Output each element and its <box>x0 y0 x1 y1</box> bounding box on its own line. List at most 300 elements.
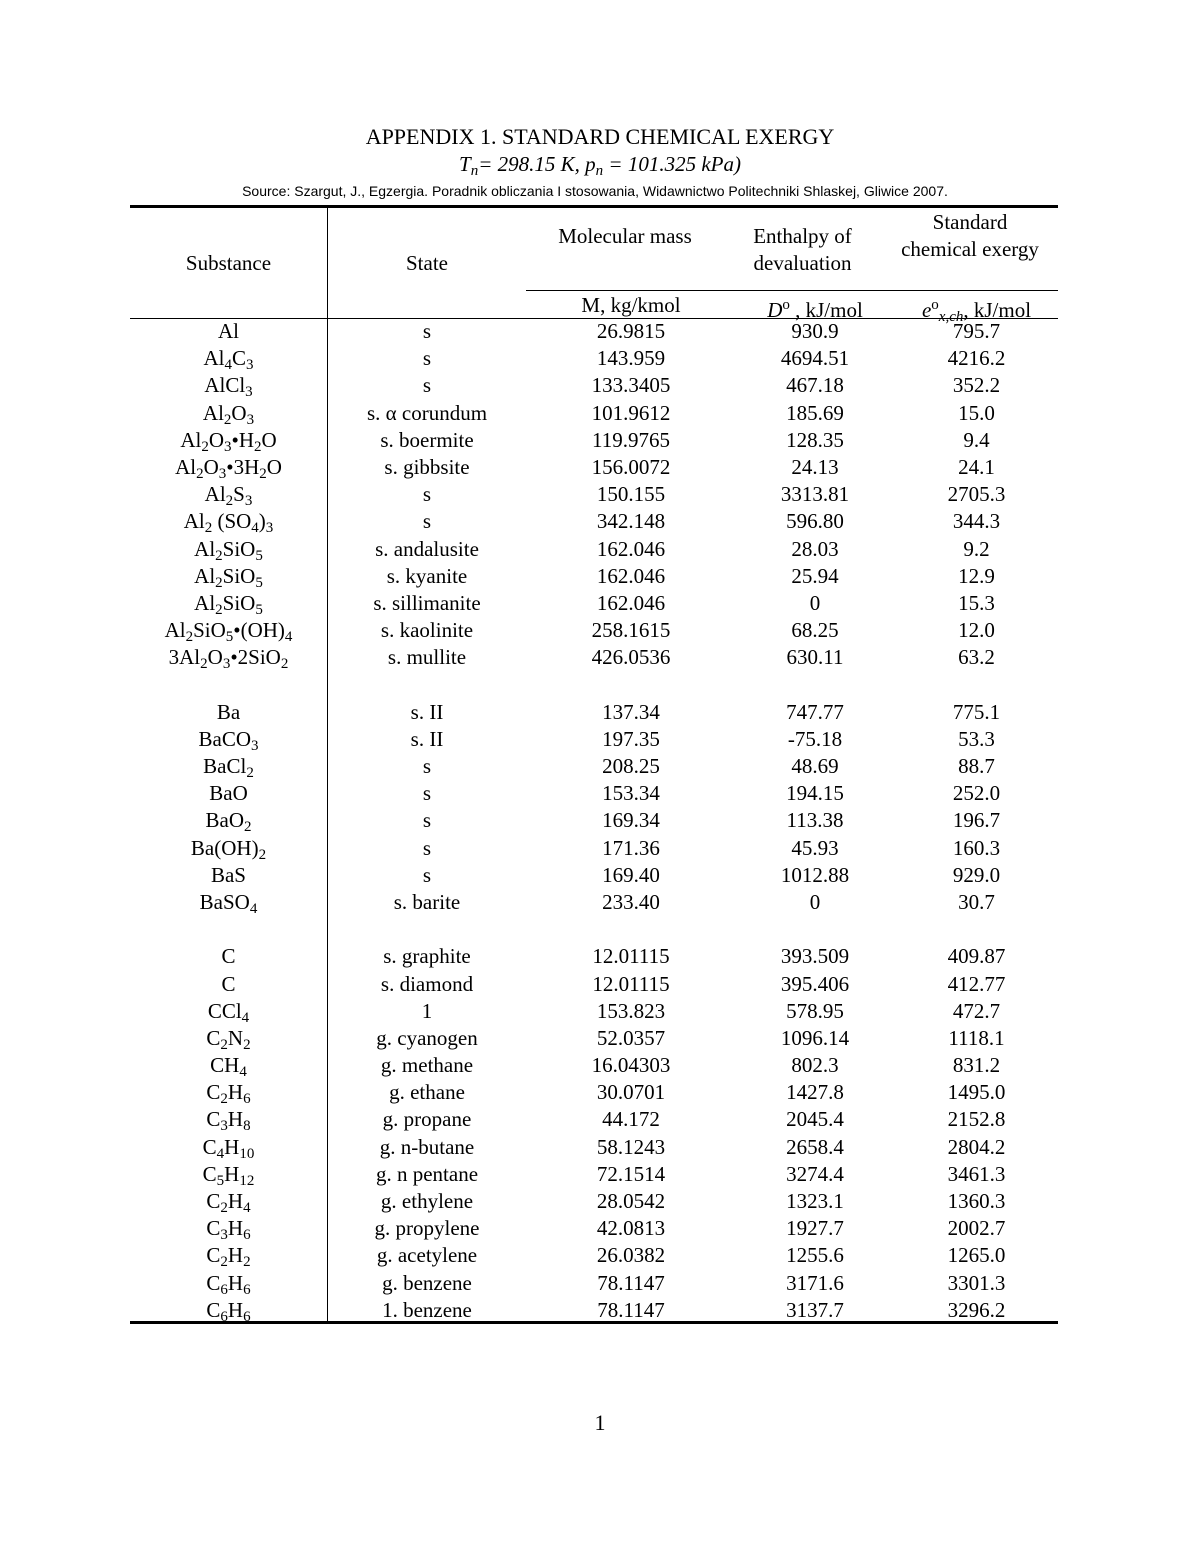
formula-part: SiO <box>193 618 226 643</box>
formula-subscript: 2 <box>220 1036 228 1053</box>
cell-substance <box>130 889 327 916</box>
cell-substance <box>130 1242 327 1269</box>
formula-part: H <box>227 1080 244 1105</box>
table-row <box>130 617 1058 644</box>
cell-enthalpy: 802.3 <box>791 1053 839 1078</box>
cell-substance <box>130 943 327 970</box>
cell-substance <box>130 318 327 345</box>
formula-subscript: 4 <box>249 900 258 917</box>
cell-molecular-mass: 208.25 <box>602 754 660 778</box>
cell-state: s <box>422 319 432 343</box>
header-state: State <box>406 251 448 275</box>
cell-substance <box>130 1025 327 1052</box>
cell-molecular-mass: 101.9612 <box>591 400 671 425</box>
cell-exergy: 53.3 <box>958 726 995 751</box>
formula-part: C <box>206 1243 221 1268</box>
table-row <box>130 943 1058 970</box>
formula-part: BaCO <box>198 726 251 751</box>
cell-substance <box>130 726 327 753</box>
cell-substance <box>130 563 327 590</box>
table-row <box>130 454 1058 481</box>
cell-state: s. sillimanite <box>373 590 481 615</box>
formula-part: CH <box>210 1053 240 1078</box>
cell-enthalpy: 25.94 <box>791 563 839 588</box>
cell-state: 1. benzene <box>382 1297 472 1322</box>
cell-enthalpy: 1927.7 <box>786 1216 844 1241</box>
units-rule <box>526 290 1058 291</box>
formula-subscript: 2 <box>220 1200 228 1216</box>
cell-exergy: 412.77 <box>947 971 1006 996</box>
cell-exergy: 2152.8 <box>947 1107 1006 1132</box>
cell-molecular-mass: 119.9765 <box>592 427 670 452</box>
cell-state: s. barite <box>393 889 461 914</box>
formula-part: H <box>227 1297 244 1322</box>
cell-exergy: 1118.1 <box>948 1025 1005 1050</box>
cell-enthalpy: 0 <box>809 889 821 914</box>
cell-state: g. cyanogen <box>376 1025 478 1050</box>
cell-enthalpy: 1427.8 <box>786 1080 844 1105</box>
exergy-symbol: e <box>921 298 932 322</box>
formula-part: C <box>206 1107 221 1132</box>
formula-subscript: 3 <box>222 656 231 673</box>
cell-state: g. acetylene <box>376 1243 478 1268</box>
formula-subscript: 2 <box>243 1036 251 1053</box>
cell-exergy: 3461.3 <box>947 1161 1006 1186</box>
formula-subscript: 2 <box>220 1254 228 1271</box>
pressure-subscript: n <box>595 163 604 179</box>
cell-state: s. kaolinite <box>380 618 474 643</box>
cell-exergy: 15.3 <box>958 590 995 615</box>
cell-molecular-mass: 26.0382 <box>596 1243 666 1268</box>
cell-enthalpy: 0 <box>809 590 821 615</box>
formula-subscript: 5 <box>216 1172 225 1189</box>
cell-state: g. propane <box>382 1107 472 1132</box>
formula-part: Al <box>164 618 186 643</box>
cell-state: s. α corundum <box>366 400 488 425</box>
cell-molecular-mass: 78.1147 <box>597 1297 665 1322</box>
cell-substance <box>130 1079 327 1106</box>
cell-substance <box>130 780 327 807</box>
enthalpy-symbol: D <box>767 298 783 322</box>
exergy-superscript: o <box>931 297 939 313</box>
table-row <box>130 1270 1058 1297</box>
cell-enthalpy: 2045.4 <box>786 1107 844 1132</box>
cell-substance <box>130 345 327 372</box>
cell-state: s. kyanite <box>386 563 468 588</box>
cell-exergy: 30.7 <box>958 889 995 914</box>
temperature-symbol: T <box>459 152 471 176</box>
cell-enthalpy: 395.406 <box>780 971 850 996</box>
table-row <box>130 400 1058 427</box>
cell-enthalpy: 578.95 <box>786 998 844 1023</box>
cell-state: g. n-butane <box>379 1134 475 1159</box>
cell-enthalpy: 596.80 <box>786 509 844 534</box>
cell-substance <box>130 835 327 862</box>
formula-part: N <box>227 1025 244 1050</box>
cell-molecular-mass: 150.155 <box>596 482 666 507</box>
formula-part: H <box>227 1270 244 1295</box>
formula-subscript: 6 <box>243 1308 251 1325</box>
cell-substance <box>130 998 327 1025</box>
cell-state: g. ethane <box>389 1080 465 1105</box>
formula-part: C <box>202 1134 217 1159</box>
formula-subscript: 2 <box>243 1254 251 1271</box>
formula-subscript: 3 <box>220 1118 228 1135</box>
formula-subscript: 6 <box>243 1281 251 1298</box>
cell-exergy: 1360.3 <box>947 1189 1006 1213</box>
table-row <box>130 1052 1058 1079</box>
cell-enthalpy: 930.9 <box>791 319 839 343</box>
formula-subscript: 5 <box>255 574 263 591</box>
header-substance: Substance <box>185 251 272 275</box>
formula-part: •H <box>231 427 255 452</box>
table-row <box>130 644 1058 671</box>
cell-substance <box>130 1215 327 1242</box>
cell-substance <box>130 508 327 535</box>
cell-molecular-mass: 156.0072 <box>591 454 671 479</box>
cell-exergy: 88.7 <box>958 754 995 778</box>
table-row <box>130 971 1058 998</box>
cell-state: s <box>422 509 432 534</box>
formula-part: O <box>208 427 224 452</box>
cell-molecular-mass: 137.34 <box>602 699 660 724</box>
formula-part: Al <box>204 482 226 507</box>
cell-exergy: 196.7 <box>952 808 1001 833</box>
formula-part: H <box>224 1161 240 1186</box>
cell-exergy: 160.3 <box>952 835 1001 860</box>
formula-part: Al <box>202 400 224 425</box>
table-row <box>130 889 1058 916</box>
cell-exergy: 352.2 <box>952 373 1001 398</box>
formula-part: C <box>206 1189 221 1213</box>
cell-state: s <box>422 808 432 833</box>
formula-subscript: 2 <box>225 493 234 510</box>
group-spacer <box>130 671 1058 698</box>
formula-part: H <box>227 1216 244 1241</box>
formula-part: •3H <box>226 454 260 479</box>
cell-substance <box>130 536 327 563</box>
formula-part: H <box>227 1189 244 1213</box>
cell-molecular-mass: 169.34 <box>602 808 660 833</box>
formula-part: BaO <box>209 781 248 806</box>
cell-enthalpy: 3313.81 <box>780 482 850 507</box>
table-row <box>130 481 1058 508</box>
cell-enthalpy: 113.38 <box>786 808 844 833</box>
cell-enthalpy: 48.69 <box>791 754 839 778</box>
cell-molecular-mass: 44.172 <box>602 1107 660 1132</box>
formula-part: Al <box>180 427 202 452</box>
cell-exergy: 15.0 <box>958 400 995 425</box>
cell-state: s. II <box>410 726 444 751</box>
formula-part: O <box>207 645 223 670</box>
cell-substance <box>130 1161 327 1188</box>
cell-enthalpy: 4694.51 <box>780 346 850 371</box>
cell-molecular-mass: 162.046 <box>596 536 666 561</box>
cell-molecular-mass: 72.1514 <box>596 1161 666 1186</box>
cell-exergy: 63.2 <box>958 645 995 670</box>
cell-exergy: 24.1 <box>958 454 995 479</box>
cell-exergy: 929.0 <box>952 862 1001 887</box>
cell-enthalpy: 24.13 <box>791 454 839 479</box>
table-row <box>130 1025 1058 1052</box>
source-citation: Source: Szargut, J., Egzergia. Poradnik obliczania I stosowania, Widawnictwo Politechniki Shlaskej, Gliwice 2007. <box>242 183 948 199</box>
formula-part: O <box>266 454 282 479</box>
cell-substance <box>130 400 327 427</box>
table-row <box>130 1188 1058 1215</box>
formula-part: Al <box>194 563 216 588</box>
reference-conditions <box>0 152 1200 177</box>
cell-substance <box>130 1052 327 1079</box>
cell-molecular-mass: 169.40 <box>602 862 660 887</box>
cell-state: s. graphite <box>383 944 471 969</box>
cell-substance <box>130 372 327 399</box>
table-row <box>130 1161 1058 1188</box>
formula-subscript: 2 <box>215 574 223 591</box>
group-spacer <box>130 916 1058 943</box>
formula-subscript: 4 <box>239 1064 247 1081</box>
formula-part: Al <box>175 454 197 479</box>
cell-enthalpy: 2658.4 <box>786 1134 844 1159</box>
formula-subscript: 5 <box>225 629 234 646</box>
table-row <box>130 998 1058 1025</box>
table-top-rule <box>130 205 1058 208</box>
cell-enthalpy: 68.25 <box>791 618 839 643</box>
cell-molecular-mass: 171.36 <box>602 835 660 860</box>
formula-subscript: 6 <box>243 1091 251 1108</box>
cell-enthalpy: 630.11 <box>786 645 844 670</box>
formula-subscript: 3 <box>223 438 232 455</box>
cell-molecular-mass: 12.01115 <box>592 971 670 996</box>
cell-enthalpy: 3137.7 <box>786 1297 844 1322</box>
formula-subscript: 4 <box>251 520 259 537</box>
table-row <box>130 1106 1058 1133</box>
table-row <box>130 372 1058 399</box>
table-row <box>130 807 1058 834</box>
cell-state: s <box>422 482 432 507</box>
header-molecular-mass: Molecular mass <box>558 224 692 248</box>
formula-subscript: 4 <box>241 1009 250 1026</box>
cell-exergy: 344.3 <box>952 509 1001 534</box>
cell-substance <box>130 862 327 889</box>
cell-enthalpy: 467.18 <box>786 373 844 398</box>
cell-enthalpy: 194.15 <box>786 781 844 806</box>
cell-exergy: 472.7 <box>952 998 1001 1023</box>
cell-state: g. n pentane <box>375 1161 479 1186</box>
formula-part: AlCl <box>204 373 246 398</box>
cell-substance <box>130 1106 327 1133</box>
formula-part: Al <box>218 319 239 343</box>
cell-molecular-mass: 233.40 <box>602 889 660 914</box>
cell-molecular-mass: 197.35 <box>602 726 660 751</box>
table-row <box>130 536 1058 563</box>
cell-substance <box>130 427 327 454</box>
cell-exergy: 9.2 <box>963 536 990 561</box>
cell-substance <box>130 481 327 508</box>
cell-exergy: 775.1 <box>952 699 1001 724</box>
formula-part: SiO <box>222 590 256 615</box>
formula-part: C <box>202 1161 217 1186</box>
formula-part: BaSO <box>199 889 250 914</box>
enthalpy-superscript: o <box>782 297 790 313</box>
cell-exergy: 2002.7 <box>947 1216 1006 1241</box>
table-row <box>130 1297 1058 1324</box>
cell-exergy: 9.4 <box>963 427 990 452</box>
cell-state: 1 <box>421 998 433 1023</box>
cell-state: s <box>422 373 432 398</box>
cell-substance <box>130 1297 327 1324</box>
formula-part: ) <box>258 509 266 534</box>
table-bottom-rule <box>130 1321 1058 1324</box>
formula-part: O <box>261 427 277 452</box>
table-row <box>130 590 1058 617</box>
table-row <box>130 699 1058 726</box>
table-row <box>130 1242 1058 1269</box>
formula-subscript: 2 <box>185 629 194 646</box>
table-row <box>130 345 1058 372</box>
formula-subscript: 2 <box>258 846 267 863</box>
formula-part: H <box>227 1243 244 1268</box>
cell-molecular-mass: 26.9815 <box>596 319 666 343</box>
cell-state: s <box>422 835 432 860</box>
cell-state: s. gibbsite <box>384 454 470 479</box>
cell-molecular-mass: 30.0701 <box>596 1080 666 1105</box>
cell-enthalpy: 185.69 <box>786 400 844 425</box>
cell-exergy: 831.2 <box>952 1053 1001 1078</box>
exergy-unit: , kJ/mol <box>963 298 1032 322</box>
formula-subscript: 3 <box>251 737 259 754</box>
cell-molecular-mass: 133.3405 <box>591 373 671 398</box>
cell-exergy: 252.0 <box>952 781 1001 806</box>
cell-molecular-mass: 52.0357 <box>596 1025 666 1050</box>
formula-subscript: 6 <box>220 1308 228 1325</box>
pressure-value: = 101.325 kPa) <box>603 152 741 176</box>
cell-substance <box>130 1270 327 1297</box>
cell-molecular-mass: 162.046 <box>596 590 666 615</box>
temperature-value: = 298.15 K, <box>478 152 586 176</box>
cell-state: s <box>422 754 432 778</box>
header-exergy: Standard chemical exergy <box>901 210 1039 261</box>
formula-subscript: 12 <box>239 1172 255 1189</box>
cell-substance <box>130 644 327 671</box>
formula-subscript: 2 <box>254 438 262 455</box>
header-enthalpy: Enthalpy of devaluation <box>753 224 852 275</box>
cell-exergy: 3301.3 <box>947 1270 1006 1295</box>
formula-part: O <box>203 454 219 479</box>
cell-molecular-mass: 28.0542 <box>596 1189 666 1213</box>
formula-part: BaS <box>210 862 246 887</box>
cell-exergy: 2804.2 <box>947 1134 1006 1159</box>
formula-part: Al <box>203 346 225 371</box>
table-row <box>130 753 1058 780</box>
formula-subscript: 6 <box>220 1281 228 1298</box>
cell-substance <box>130 753 327 780</box>
formula-subscript: 3 <box>246 357 254 374</box>
formula-subscript: 6 <box>243 1227 251 1244</box>
cell-enthalpy: 1323.1 <box>786 1189 844 1213</box>
formula-part: BaCl <box>203 754 247 778</box>
formula-subscript: 2 <box>246 765 254 781</box>
cell-molecular-mass: 58.1243 <box>596 1134 666 1159</box>
cell-state: g. methane <box>380 1053 474 1078</box>
formula-part: Al <box>194 536 216 561</box>
cell-enthalpy: -75.18 <box>787 726 843 751</box>
cell-substance <box>130 971 327 998</box>
cell-enthalpy: 3171.6 <box>786 1270 844 1295</box>
formula-subscript: 2 <box>280 656 289 673</box>
formula-part: C <box>231 346 246 371</box>
page-title: APPENDIX 1. STANDARD CHEMICAL EXERGY <box>365 124 835 149</box>
formula-part: 3Al <box>168 645 201 670</box>
formula-subscript: 5 <box>255 547 263 564</box>
formula-subscript: 4 <box>224 357 232 374</box>
table-row <box>130 508 1058 535</box>
formula-subscript: 2 <box>215 547 223 564</box>
formula-part: Al <box>183 509 205 534</box>
formula-part: C <box>206 1297 221 1322</box>
cell-molecular-mass: 258.1615 <box>591 618 671 643</box>
cell-molecular-mass: 78.1147 <box>597 1270 665 1295</box>
formula-part: C <box>206 1080 221 1105</box>
table-body <box>130 318 1058 1324</box>
cell-enthalpy: 393.509 <box>780 944 850 969</box>
cell-state: s <box>422 781 432 806</box>
unit-molecular-mass: M, kg/kmol <box>581 293 681 317</box>
formula-subscript: 8 <box>243 1118 251 1135</box>
formula-subscript: 3 <box>244 493 253 510</box>
cell-substance <box>130 590 327 617</box>
formula-part: (SO <box>212 509 252 534</box>
formula-part: C <box>221 944 236 969</box>
cell-enthalpy: 3274.4 <box>786 1161 844 1186</box>
formula-subscript: 2 <box>220 1091 228 1108</box>
exergy-subscript: x,ch <box>938 309 964 325</box>
formula-part: S <box>233 482 245 507</box>
cell-molecular-mass: 42.0813 <box>596 1216 666 1241</box>
cell-substance <box>130 807 327 834</box>
cell-state: s. diamond <box>380 971 474 996</box>
cell-state: g. benzene <box>382 1270 472 1295</box>
table-row <box>130 835 1058 862</box>
formula-part: H <box>224 1134 240 1159</box>
cell-state: g. propylene <box>374 1216 480 1241</box>
cell-state: s. II <box>410 699 444 724</box>
formula-subscript: 3 <box>265 520 274 537</box>
table-row <box>130 726 1058 753</box>
cell-state: s. andalusite <box>375 536 479 561</box>
formula-subscript: 2 <box>196 465 204 482</box>
cell-enthalpy: 45.93 <box>791 835 839 860</box>
cell-substance <box>130 1188 327 1215</box>
formula-subscript: 10 <box>239 1145 255 1162</box>
cell-molecular-mass: 342.148 <box>596 509 666 534</box>
formula-part: •2SiO <box>230 645 281 670</box>
formula-subscript: 3 <box>246 411 255 428</box>
cell-molecular-mass: 143.959 <box>596 346 666 371</box>
formula-subscript: 2 <box>259 465 267 482</box>
formula-subscript: 5 <box>255 601 263 618</box>
formula-part: •(OH) <box>233 618 285 643</box>
formula-part: SiO <box>222 536 256 561</box>
formula-subscript: 4 <box>243 1200 251 1216</box>
table-row <box>130 780 1058 807</box>
cell-molecular-mass: 153.823 <box>596 998 666 1023</box>
formula-part: C <box>206 1025 221 1050</box>
formula-part: C <box>206 1270 221 1295</box>
cell-exergy: 2705.3 <box>947 482 1006 507</box>
cell-exergy: 1265.0 <box>947 1243 1006 1268</box>
cell-state: g. ethylene <box>380 1189 474 1213</box>
formula-part: BaO <box>205 808 244 833</box>
